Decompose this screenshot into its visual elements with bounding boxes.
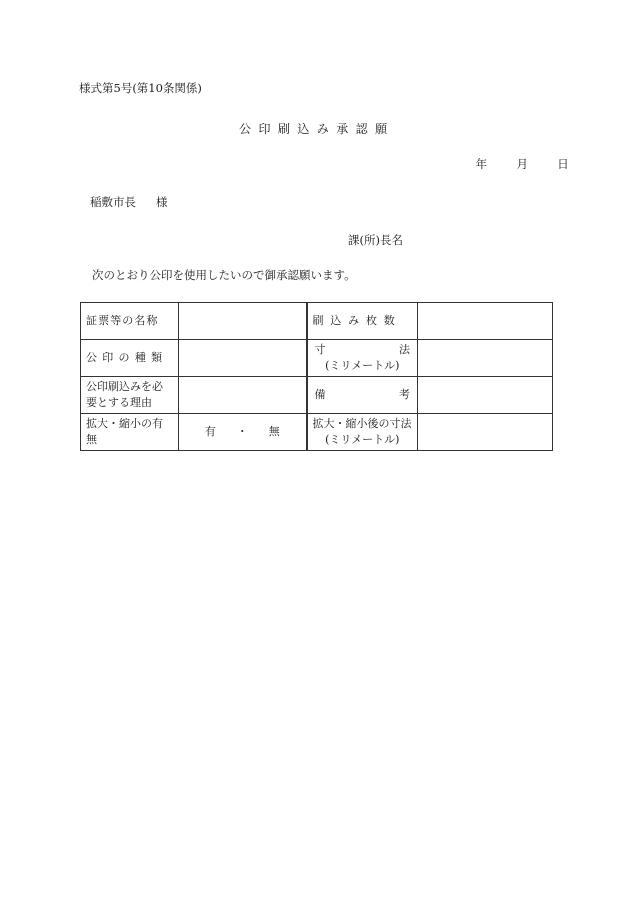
form-number: 様式第5号(第10条関係) [79, 81, 202, 95]
label-dimensions: 寸 法 (ミリメートル) [307, 340, 418, 377]
addressee-honorific: 様 [156, 195, 168, 209]
table-row [81, 303, 553, 340]
field-scaled-dimensions[interactable] [418, 414, 553, 451]
field-scaling-choice [179, 414, 307, 451]
date-line [450, 156, 569, 172]
document-title: 公印刷込み承認願 [239, 122, 395, 136]
date-day: 日 [557, 157, 569, 171]
approval-form-table [80, 302, 553, 451]
option-yes[interactable]: 有 [204, 425, 216, 439]
field-reason[interactable] [179, 377, 307, 414]
table-row [81, 414, 553, 451]
addressee [90, 194, 168, 210]
field-print-count[interactable] [418, 303, 553, 340]
addressee-name: 稲敷市長 [90, 195, 136, 209]
label-remarks: 備 考 [307, 377, 418, 414]
option-no[interactable]: 無 [268, 425, 280, 439]
label-scaling: 拡大・縮小の有 無 [81, 414, 179, 451]
label-certificate-name: 証票等の名称 [81, 303, 179, 340]
request-text: 次のとおり公印を使用したいので御承認願います。 [92, 268, 356, 282]
table-row [81, 377, 553, 414]
field-certificate-name[interactable] [179, 303, 307, 340]
sender-label: 課(所)長名 [348, 233, 403, 247]
field-remarks[interactable] [418, 377, 553, 414]
field-seal-type[interactable] [179, 340, 307, 377]
date-month: 月 [516, 157, 528, 171]
option-separator: ・ [236, 425, 248, 439]
label-seal-type: 公印の種類 [81, 340, 179, 377]
date-year: 年 [475, 157, 488, 171]
label-scaled-dimensions: 拡大・縮小後の寸法 (ミリメートル) [307, 414, 418, 451]
label-print-count: 刷込み枚数 [307, 303, 418, 340]
table-row [81, 340, 553, 377]
label-reason: 公印刷込みを必 要とする理由 [81, 377, 179, 414]
field-dimensions[interactable] [418, 340, 553, 377]
